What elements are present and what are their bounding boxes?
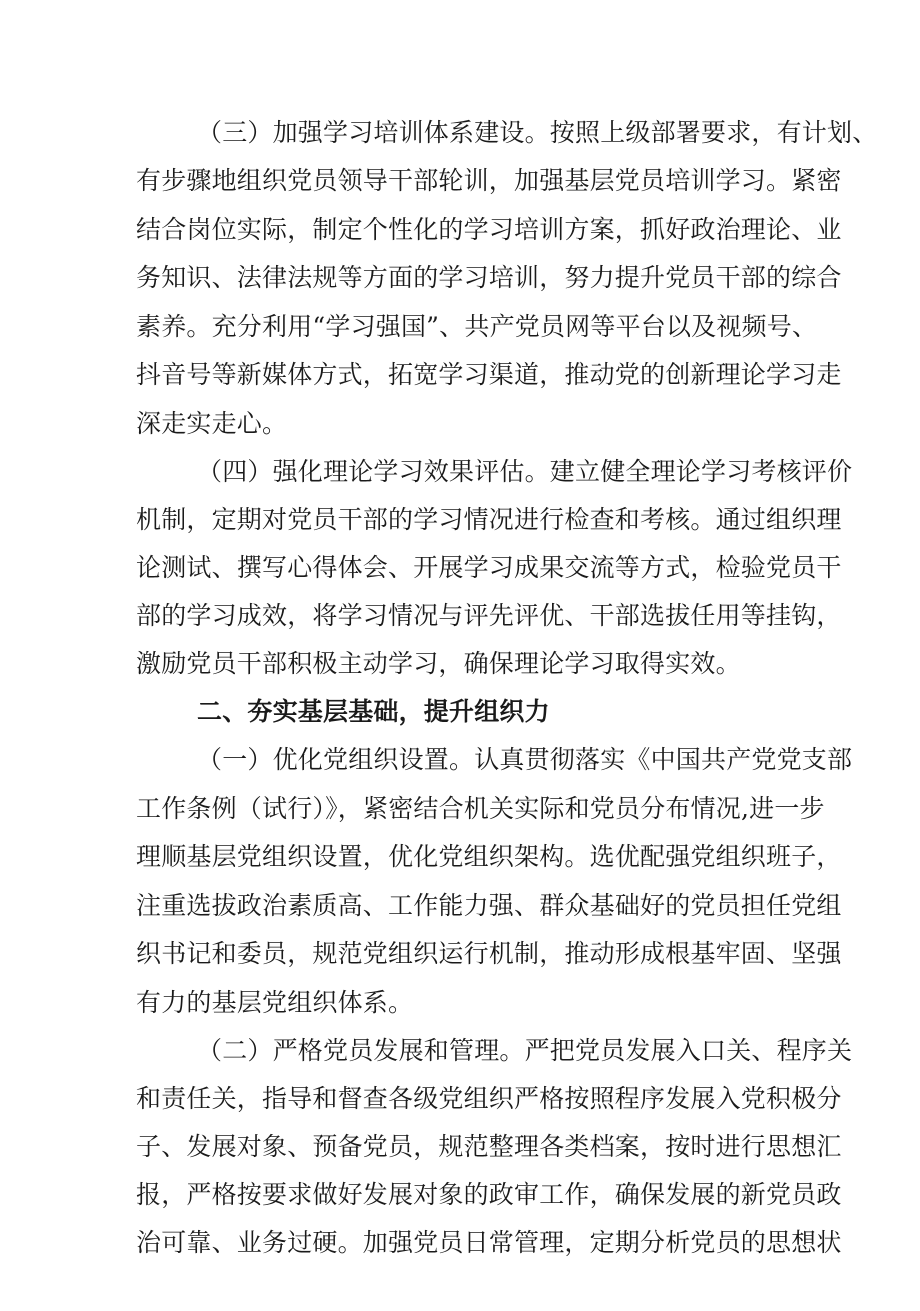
paragraph-1-line-3: 理顺基层党组织设置，优化党组织架构。选优配强党组织班子， — [136, 842, 842, 871]
paragraph-3-line-1: （三）加强学习培训体系建设。按照上级部署要求，有计划、 — [197, 118, 878, 147]
paragraph-3-line-3: 结合岗位实际，制定个性化的学习培训方案，抓好政治理论、业 — [136, 215, 842, 244]
paragraph-1-line-1: （一）优化党组织设置。认真贯彻落实《中国共产党党支部 — [197, 745, 853, 774]
paragraph-2-line-2: 和责任关，指导和督查各级党组织严格按照程序发展入党积极分 — [136, 1084, 842, 1113]
paragraph-3-line-4: 务知识、法律法规等方面的学习培训，努力提升党员干部的综合 — [136, 263, 842, 292]
paragraph-2-line-5: 治可靠、业务过硬。加强党员日常管理，定期分析党员的思想状 — [136, 1228, 842, 1257]
paragraph-2-line-1: （二）严格党员发展和管理。严把党员发展入口关、程序关 — [197, 1036, 853, 1065]
section-heading: 二、夯实基层基础，提升组织力 — [197, 697, 550, 726]
paragraph-3-line-7: 深走实走心。 — [136, 409, 288, 438]
paragraph-1-line-5: 织书记和委员，规范党组织运行机制，推动形成根基牢固、坚强 — [136, 939, 842, 968]
paragraph-4-line-1: （四）强化理论学习效果评估。建立健全理论学习考核评价 — [197, 457, 853, 486]
paragraph-4-line-4: 部的学习成效，将学习情况与评先评优、干部选拔任用等挂钩， — [136, 601, 842, 630]
paragraph-3-line-2: 有步骤地组织党员领导干部轮训，加强基层党员培训学习。紧密 — [136, 166, 842, 195]
paragraph-1-line-4: 注重选拔政治素质高、工作能力强、群众基础好的党员担任党组 — [136, 891, 842, 920]
paragraph-1-line-2: 工作条例（试行）》，紧密结合机关实际和党员分布情况,进一步 — [136, 794, 825, 823]
paragraph-4-line-3: 论测试、撰写心得体会、开展学习成果交流等方式，检验党员干 — [136, 553, 842, 582]
paragraph-2-line-6 — [0, 1271, 920, 1311]
paragraph-1-line-6: 有力的基层党组织体系。 — [136, 988, 414, 1017]
paragraph-2-line-4: 报，严格按要求做好发展对象的政审工作，确保发展的新党员政 — [136, 1180, 842, 1209]
paragraph-3-line-5: 素养。充分利用“学习强国”、共产党员网等平台以及视频号、 — [136, 312, 818, 341]
paragraph-3-line-6: 抖音号等新媒体方式，拓宽学习渠道，推动党的创新理论学习走 — [136, 360, 842, 389]
paragraph-2-line-3: 子、发展对象、预备党员，规范整理各类档案，按时进行思想汇 — [136, 1132, 842, 1161]
paragraph-4-line-2: 机制，定期对党员干部的学习情况进行检查和考核。通过组织理 — [136, 505, 842, 534]
paragraph-4-line-5: 激励党员干部积极主动学习，确保理论学习取得实效。 — [136, 649, 741, 678]
